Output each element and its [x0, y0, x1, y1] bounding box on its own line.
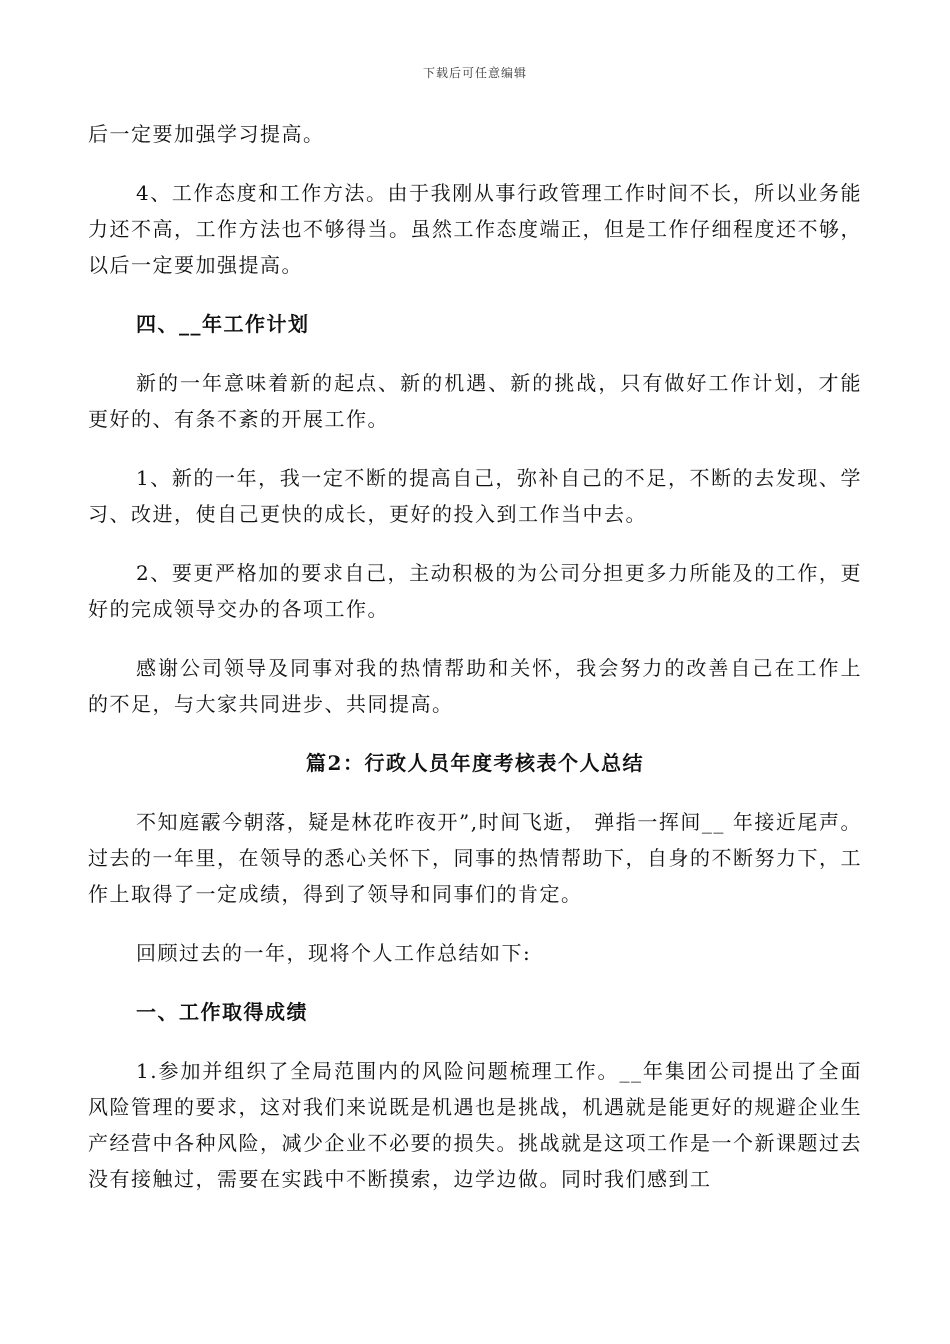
- paragraph-plan-item-1: 1、新的一年，我一定不断的提高自己，弥补自己的不足，不断的去发现、学习、改进，使自己更快的成长，更好的投入到工作当中去。: [88, 466, 862, 526]
- paragraph-intro: 不知庭霰今朝落，疑是林花昨夜开”,时间飞逝， 弹指一挥间__ 年接近尾声。过去的一年里，在领导的悉心关怀下，同事的热情帮助下，自身的不断努力下，工作上取得了一定成绩，得到了领导和同事们的肯定。: [88, 810, 862, 906]
- paragraph-plan-item-2: 2、要更严格加的要求自己，主动积极的为公司分担更多力所能及的工作，更好的完成领导交办的各项工作。: [88, 561, 862, 621]
- paragraph-review: 回顾过去的一年，现将个人工作总结如下:: [136, 941, 532, 965]
- paragraph-achievement-1: 1.参加并组织了全局范围内的风险问题梳理工作。__年集团公司提出了全面风险管理的要求，这对我们来说既是机遇也是挑战，机遇就是能更好的规避企业生产经营中各种风险，减少企业不必要的损失。挑战就是这项工作是一个新课题过去没有接触过，需要在实践中不断摸索，边学边做。同时我们感到工: [88, 1059, 862, 1191]
- page-header: 下载后可任意编辑: [422, 66, 527, 80]
- document-body: [88, 116, 862, 1220]
- paragraph-new-year: 新的一年意味着新的起点、新的机遇、新的挑战，只有做好工作计划，才能更好的、有条不紊的开展工作。: [88, 371, 862, 431]
- section-heading-achievements: 一、工作取得成绩: [136, 1000, 308, 1024]
- paragraph-work-attitude: 4、工作态度和工作方法。由于我刚从事行政管理工作时间不长，所以业务能力还不高，工作方法也不够得当。虽然工作态度端正，但是工作仔细程度还不够，以后一定要加强提高。: [88, 181, 862, 277]
- paragraph-thanks: 感谢公司领导及同事对我的热情帮助和关怀，我会努力的改善自己在工作上的不足，与大家共同进步、共同提高。: [88, 656, 862, 716]
- paragraph-continuation: 后一定要加强学习提高。: [88, 122, 325, 146]
- section-heading-work-plan: 四、__年工作计划: [136, 312, 310, 336]
- article-title: 篇2：行政人员年度考核表个人总结: [306, 751, 644, 775]
